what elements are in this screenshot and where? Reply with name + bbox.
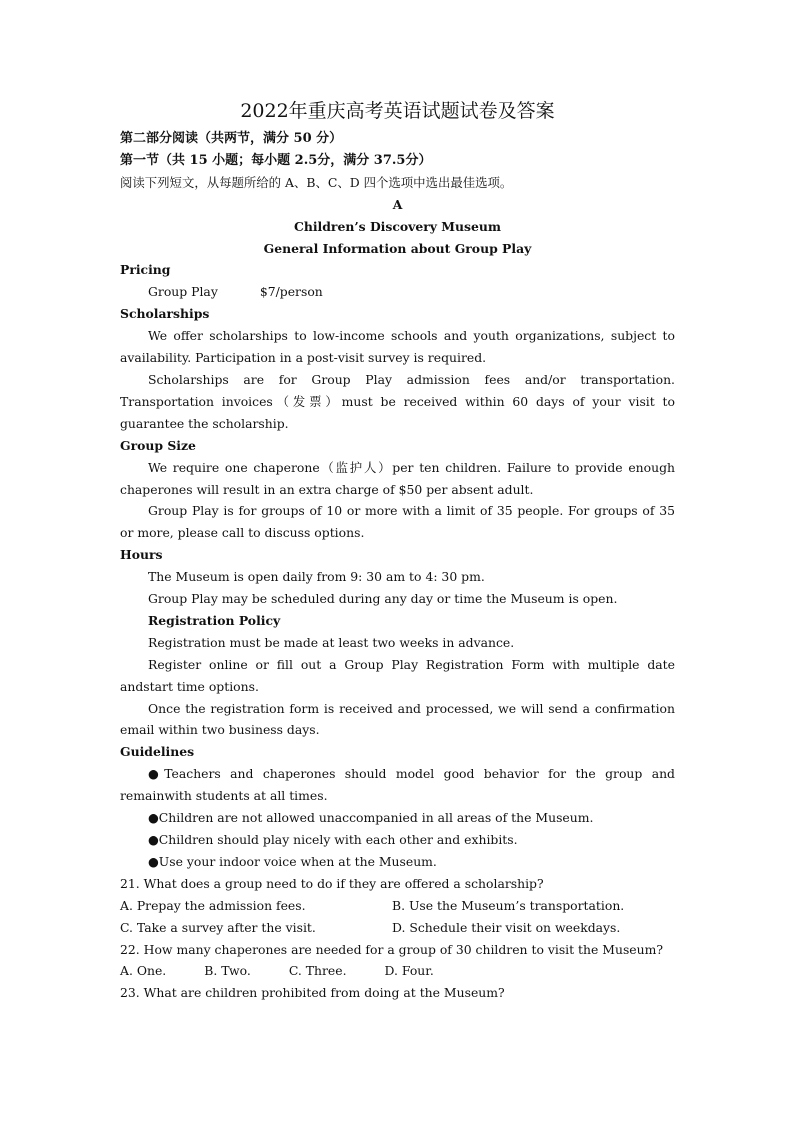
question-22-option-c: C. Three. <box>288 963 347 979</box>
page-title: 2022年重庆高考英语试题试卷及答案 <box>240 100 555 122</box>
section-heading: 第一节（共 15 小题；每小题 2.5分，满分 37.5分） <box>120 152 432 168</box>
question-22-option-d: D. Four. <box>384 963 434 979</box>
group-size-paragraph-2: Group Play is for groups of 10 or more with a limit of 35 people. For groups of 35 or more, please call to discuss options. <box>120 503 675 541</box>
hours-heading: Hours <box>120 547 163 563</box>
group-size-heading: Group Size <box>120 437 196 453</box>
guideline-item: ●Children are not allowed unaccompanied in all areas of the Museum. <box>148 810 594 826</box>
question-21-option-b: B. Use the Museum’s transportation. <box>392 897 625 913</box>
part-heading: 第二部分阅读（共两节，满分 50 分） <box>120 131 343 146</box>
passage-title: Children’s Discovery Museum <box>293 218 502 234</box>
passage-subtitle: General Information about Group Play <box>263 240 532 256</box>
scholarships-heading: Scholarships <box>120 306 210 322</box>
pricing-heading: Pricing <box>120 262 171 278</box>
pricing-item: Group Play <box>148 284 218 300</box>
question-23-stem: 23. What are children prohibited from doing at the Museum? <box>120 985 505 1001</box>
exam-page <box>120 96 675 1004</box>
question-22-option-a: A. One. <box>120 963 167 979</box>
pricing-row <box>120 281 675 303</box>
question-21-stem: 21. What does a group need to do if they are offered a scholarship? <box>120 875 544 891</box>
instruction: 阅读下列短文，从每题所给的 A、B、C、D 四个选项中选出最佳选项。 <box>120 174 513 190</box>
guidelines-heading: Guidelines <box>120 744 195 760</box>
question-21-options-row-2 <box>120 917 675 939</box>
question-22-options <box>120 960 675 982</box>
question-21-options-row-1 <box>120 895 675 917</box>
question-21-option-c: C. Take a survey after the visit. <box>120 919 316 935</box>
group-size-paragraph-1: We require one chaperone（监护人）per ten children. Failure to provide enough chaperones will result in an extra charge of $50 per absent adult. <box>120 459 675 497</box>
question-21-option-d: D. Schedule their visit on weekdays. <box>392 919 621 935</box>
registration-paragraph-1: Registration must be made at least two weeks in advance. <box>148 634 515 650</box>
hours-paragraph-2: Group Play may be scheduled during any day or time the Museum is open. <box>148 591 618 607</box>
scholarships-paragraph-1: We offer scholarships to low-income schools and youth organizations, subject to availability. Participation in a post-visit survey is required. <box>120 328 675 366</box>
question-22-stem: 22. How many chaperones are needed for a group of 30 children to visit the Museum? <box>120 941 664 957</box>
guideline-item: ●Use your indoor voice when at the Museum. <box>148 853 437 869</box>
passage-letter: A <box>392 196 403 212</box>
guideline-item: ●Children should play nicely with each other and exhibits. <box>148 832 518 847</box>
scholarships-paragraph-2: Scholarships are for Group Play admission fees and/or transportation. Transportation invoices（发票）must be received within 60 days of your visit to guarantee the scholarship. <box>120 371 675 431</box>
question-22-option-b: B. Two. <box>204 963 251 979</box>
hours-paragraph-1: The Museum is open daily from 9: 30 am to 4: 30 pm. <box>148 569 485 585</box>
guideline-item: ●Teachers and chaperones should model good behavior for the group and remainwith students at all times. <box>120 766 675 804</box>
question-21-option-a: A. Prepay the admission fees. <box>120 897 306 913</box>
registration-paragraph-2: Register online or fill out a Group Play Registration Form with multiple date andstart time options. <box>120 656 675 694</box>
pricing-price: $7/person <box>259 284 323 300</box>
registration-paragraph-3: Once the registration form is received and processed, we will send a confirmation email within two business days. <box>120 700 675 738</box>
registration-heading: Registration Policy <box>148 612 281 628</box>
